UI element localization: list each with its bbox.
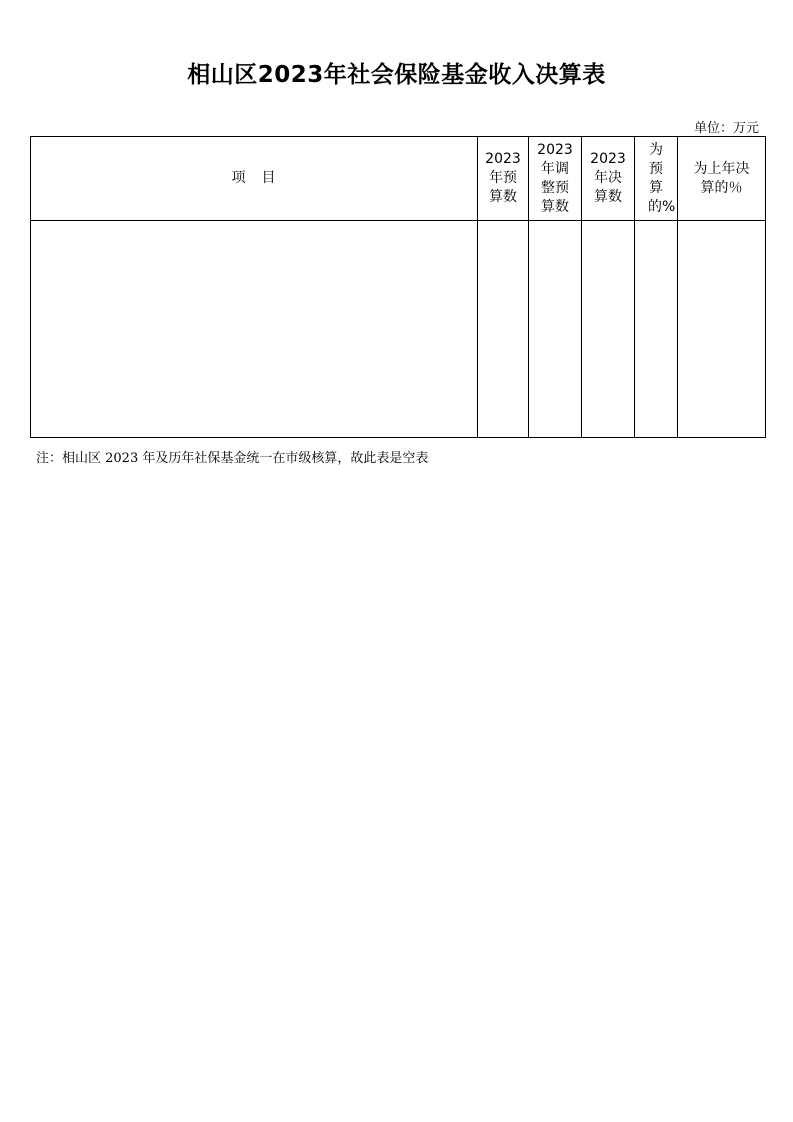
table-row bbox=[31, 221, 766, 438]
table-cell bbox=[478, 221, 529, 438]
header-final-accounts: 2023年决算数 bbox=[582, 137, 635, 221]
header-item: 项 目 bbox=[31, 137, 478, 221]
revenue-table bbox=[30, 136, 766, 438]
header-pct-of-last-year: 为上年决算的％ bbox=[678, 137, 766, 221]
header-pct-of-budget: 为预算的% bbox=[635, 137, 678, 221]
table-cell bbox=[582, 221, 635, 438]
footnote: 注：相山区 2023 年及历年社保基金统一在市级核算，故此表是空表 bbox=[36, 451, 429, 466]
table-cell bbox=[678, 221, 766, 438]
table-cell bbox=[529, 221, 582, 438]
unit-label: 单位：万元 bbox=[693, 121, 759, 136]
table-header-row bbox=[31, 137, 766, 221]
page-title: 相山区2023年社会保险基金收入决算表 bbox=[187, 62, 606, 88]
header-adjusted-budget: 2023年调整预算数 bbox=[529, 137, 582, 221]
table-cell bbox=[31, 221, 478, 438]
header-budget: 2023年预算数 bbox=[478, 137, 529, 221]
table-cell bbox=[635, 221, 678, 438]
